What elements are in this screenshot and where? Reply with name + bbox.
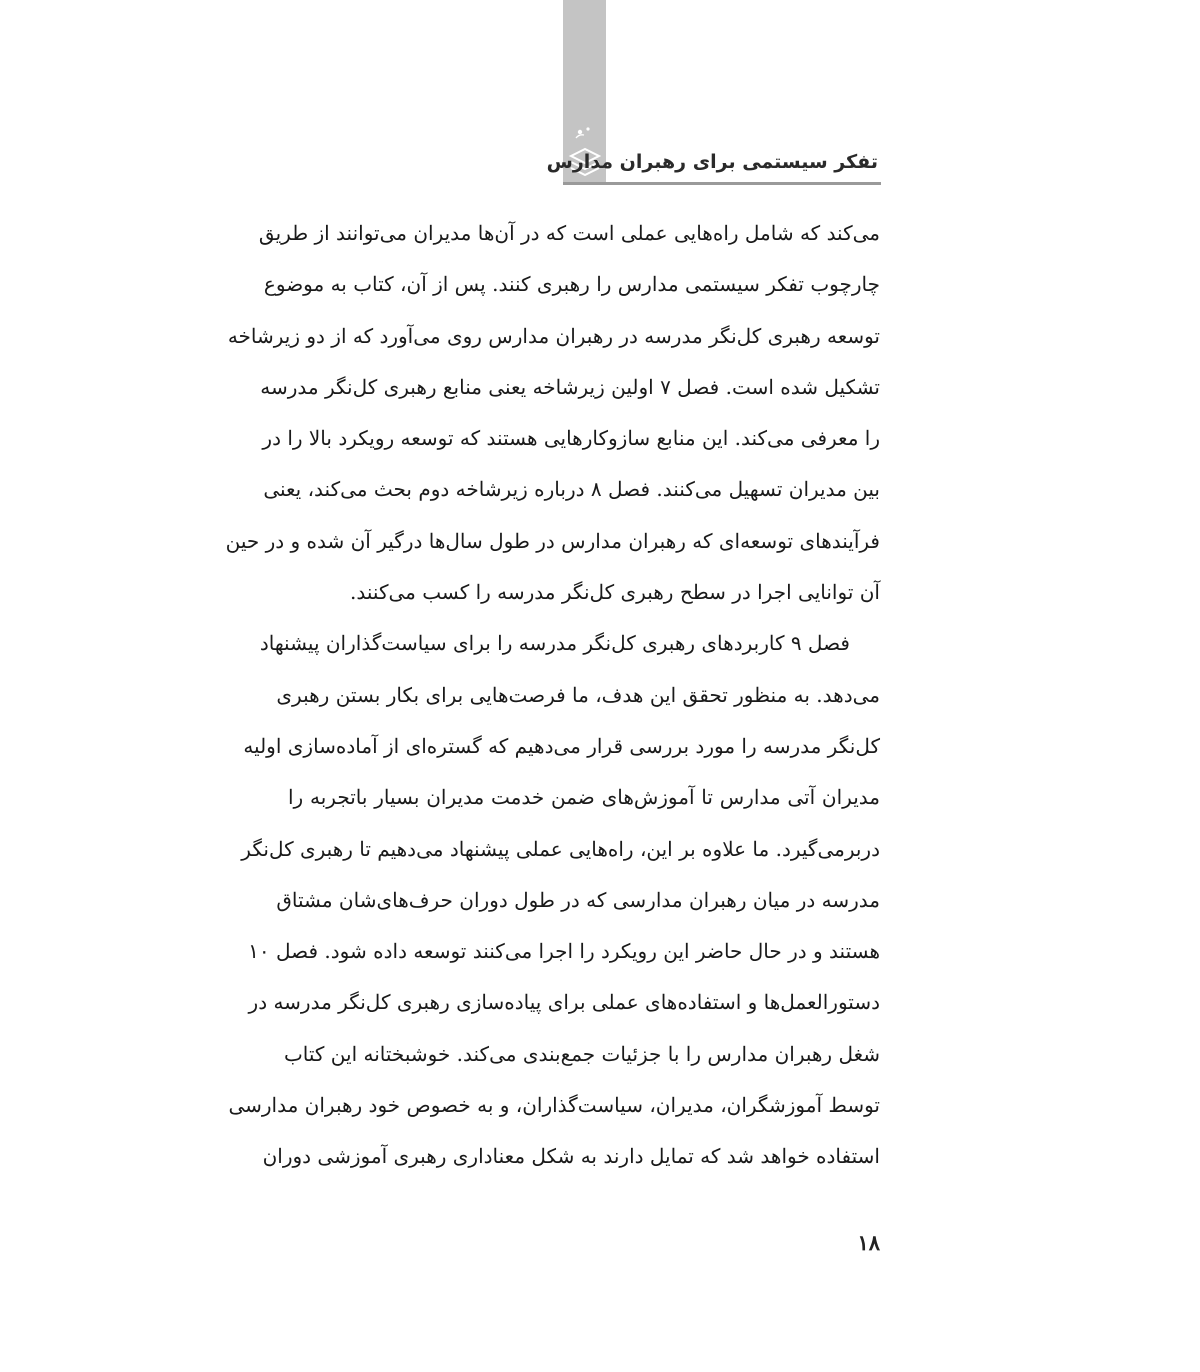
text-line: را معرفی می‌کند. این منابع سازوکارهایی هستند که توسعه رویکرد بالا را در	[262, 426, 880, 451]
text-line: بین مدیران تسهیل می‌کنند. فصل ۸ درباره زیرشاخه دوم بحث می‌کند، یعنی	[263, 477, 880, 502]
text-line: توسعه رهبری کل‌نگر مدرسه در رهبران مدارس روی می‌آورد که از دو زیرشاخه	[227, 323, 880, 348]
text-line: شغل رهبران مدارس را با جزئیات جمع‌بندی می‌کند. خوشبختانه این کتاب	[283, 1041, 880, 1066]
text-line: می‌دهد. به منظور تحقق این هدف، ما فرصت‌هایی برای بکار بستن رهبری	[276, 682, 880, 707]
text-line: مدیران آتی مدارس تا آموزش‌های ضمن خدمت مدیران بسیار باتجربه را	[288, 785, 880, 810]
text-line: فرآیندهای توسعه‌ای که رهبران مدارس در طول سال‌ها درگیر آن شده و در حین	[225, 528, 880, 553]
text-line: چارچوب تفکر سیستمی مدارس را رهبری کنند. پس از آن، کتاب به موضوع	[263, 272, 880, 297]
text-line-paragraph-end: آن توانایی اجرا در سطح رهبری کل‌نگر مدرسه را کسب می‌کنند.	[350, 580, 880, 605]
text-line: تشکیل شده است. فصل ۷ اولین زیرشاخه یعنی منابع رهبری کل‌نگر مدرسه	[260, 374, 880, 399]
text-line-paragraph-start: فصل ۹ کاربردهای رهبری کل‌نگر مدرسه را برای سیاست‌گذاران پیشنهاد	[259, 631, 850, 656]
text-line: مدرسه در میان رهبران مدارسی که در طول دوران حرف‌های‌شان مشتاق	[276, 887, 880, 912]
text-line: کل‌نگر مدرسه را مورد بررسی قرار می‌دهیم که گستره‌ای از آماده‌سازی اولیه	[243, 733, 880, 758]
text-line: می‌کند که شامل راه‌هایی عملی است که در آن‌ها مدیران می‌توانند از طریق	[258, 221, 880, 245]
body-text	[225, 208, 880, 1183]
page-number: ۱۸	[857, 1230, 880, 1255]
text-line: دستورالعمل‌ها و استفاده‌های عملی برای پیاده‌سازی رهبری کل‌نگر مدرسه در	[248, 990, 880, 1015]
text-line: هستند و در حال حاضر این رویکرد را اجرا می‌کنند توسعه داده شود. فصل ۱۰	[248, 939, 880, 964]
text-line: دربرمی‌گیرد. ما علاوه بر این، راه‌هایی عملی پیشنهاد می‌دهیم تا رهبری کل‌نگر	[241, 836, 880, 861]
text-line: توسط آموزشگران، مدیران، سیاست‌گذاران، و به خصوص خود رهبران مدارسی	[228, 1093, 880, 1118]
text-line: استفاده خواهد شد که تمایل دارند به شکل معناداری رهبری آموزشی دوران	[262, 1144, 880, 1169]
running-header-title: تفکر سیستمی برای رهبران مدارس	[546, 151, 878, 173]
header-rule	[563, 182, 881, 185]
